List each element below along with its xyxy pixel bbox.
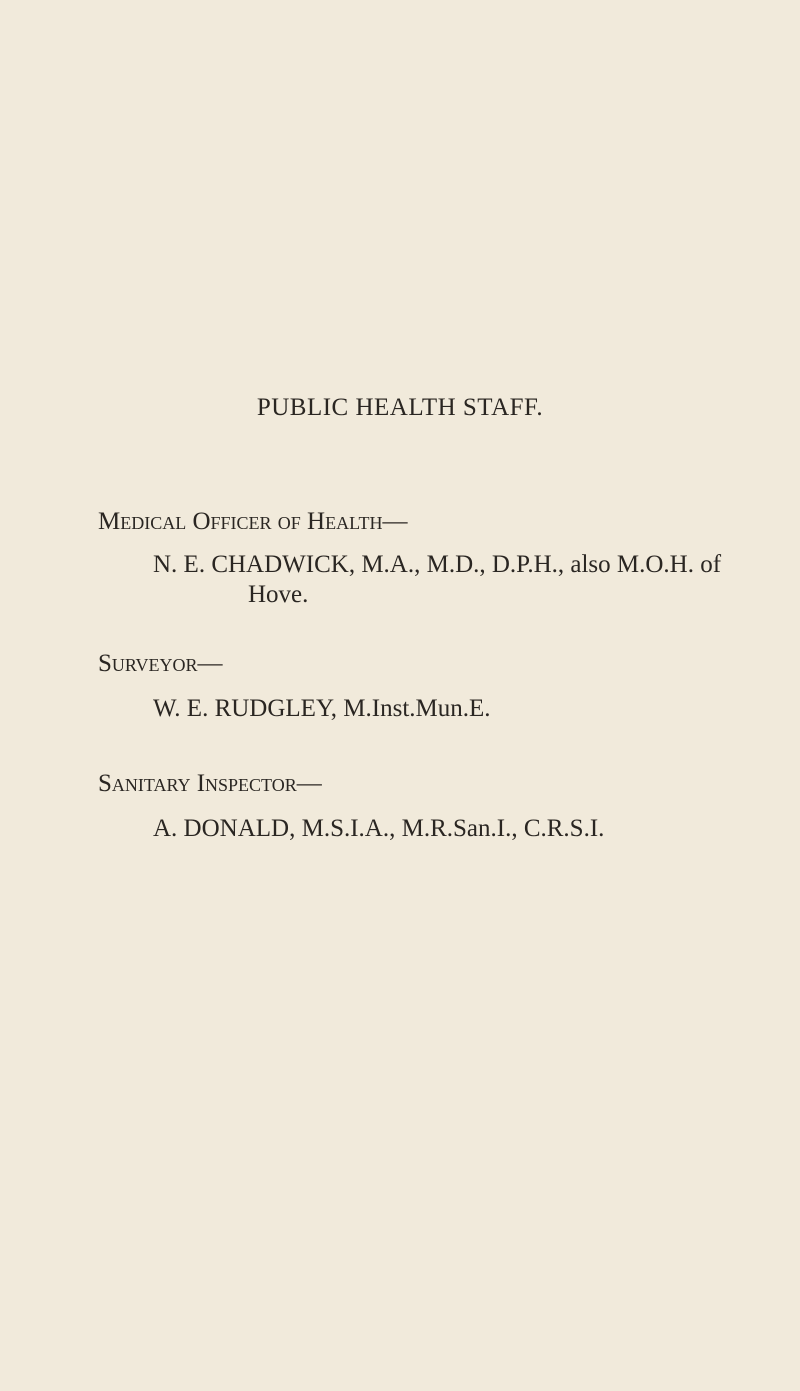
staff-name-surveyor: W. E. RUDGLEY, M.Inst.Mun.E. bbox=[153, 695, 491, 722]
staff-name-sanitary-inspector: A. DONALD, M.S.I.A., M.R.San.I., C.R.S.I. bbox=[153, 815, 605, 842]
section-heading-surveyor: Surveyor— bbox=[98, 650, 223, 677]
section-heading-medical-officer: Medical Officer of Health— bbox=[98, 508, 408, 535]
staff-name-medical-officer: N. E. CHADWICK, M.A., M.D., D.P.H., also M.O.H. of bbox=[153, 551, 722, 578]
page-title: PUBLIC HEALTH STAFF. bbox=[256, 394, 544, 421]
staff-name-continuation: Hove. bbox=[248, 581, 309, 608]
section-heading-sanitary-inspector: Sanitary Inspector— bbox=[98, 770, 322, 797]
